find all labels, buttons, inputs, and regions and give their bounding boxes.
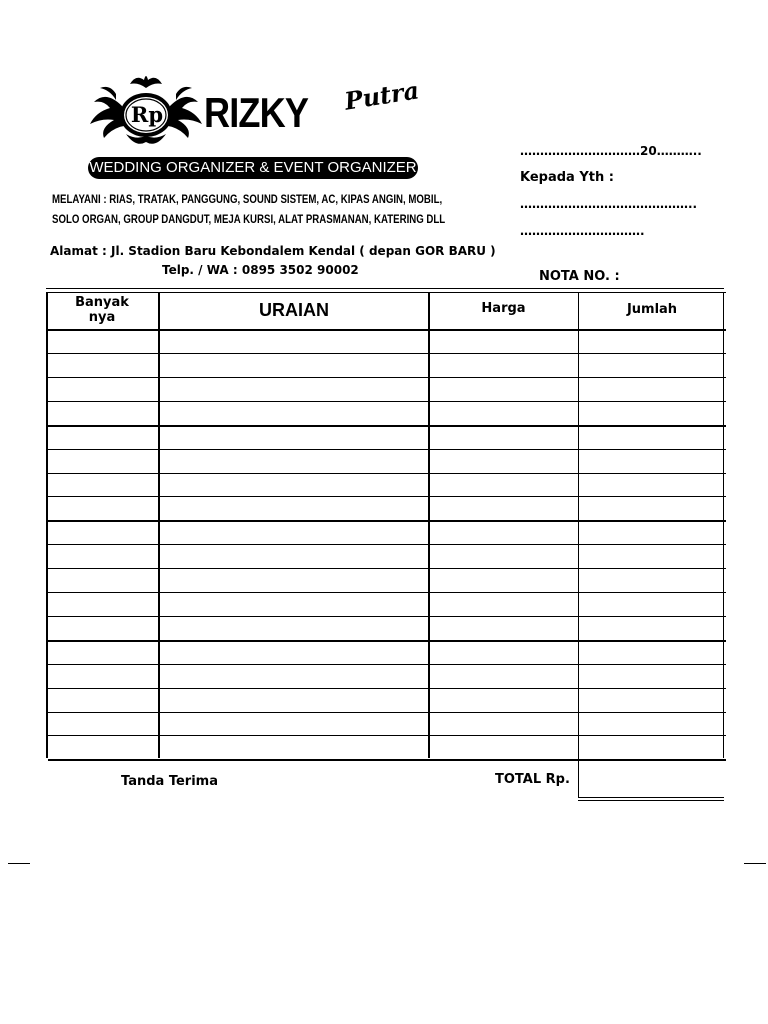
header-quantity: Banyak nya	[75, 295, 129, 325]
table-row-line	[48, 544, 726, 545]
table-row-line	[48, 473, 726, 474]
date-line: …………………………20………..	[520, 144, 702, 158]
recipient-line-2: ………………………….	[520, 224, 645, 238]
receipt-label: Tanda Terima	[121, 774, 218, 789]
table-row-line	[48, 688, 726, 689]
services-line-2: SOLO ORGAN, GROUP DANGDUT, MEJA KURSI, ALAT PRASMANAN, KATERING DLL	[52, 214, 446, 226]
services-line-1: MELAYANI : RIAS, TRATAK, PANGGUNG, SOUND SISTEM, AC, KIPAS ANGIN, MOBIL,	[52, 194, 443, 206]
table-row-line	[48, 496, 726, 497]
table-row-line	[48, 568, 726, 569]
nota-number-label: NOTA NO. :	[539, 269, 620, 284]
table-row-line	[48, 520, 726, 522]
tagline-badge: WEDDING ORGANIZER & EVENT ORGANIZER	[88, 157, 418, 179]
table-row-line	[48, 329, 726, 331]
recipient-label: Kepada Yth :	[520, 170, 614, 185]
table-top-rule	[46, 288, 724, 289]
table-row-line	[48, 664, 726, 665]
table-row-line	[48, 735, 726, 736]
table-column-line	[158, 292, 160, 758]
table-row-line	[48, 640, 726, 642]
items-table	[46, 292, 724, 758]
table-row-line	[48, 592, 726, 593]
total-label: TOTAL Rp.	[495, 772, 570, 787]
header-price: Harga	[481, 301, 526, 316]
table-row-line	[48, 353, 726, 354]
table-row-line	[48, 616, 726, 617]
header-amount: Jumlah	[626, 302, 678, 317]
recipient-line-1: ……………………………………..	[520, 197, 698, 211]
table-row-line	[48, 425, 726, 427]
table-row-line	[48, 377, 726, 378]
total-underline-2	[578, 800, 724, 801]
cut-mark-left	[8, 863, 30, 864]
phone-text: Telp. / WA : 0895 3502 90002	[162, 263, 359, 277]
address-text: Alamat : Jl. Stadion Baru Kebondalem Kendal ( depan GOR BARU )	[50, 244, 496, 258]
table-row-line	[48, 712, 726, 713]
table-row-line	[48, 292, 726, 293]
cut-mark-right	[744, 863, 766, 864]
total-box-left	[578, 758, 579, 798]
table-row-line	[48, 449, 726, 450]
table-column-line	[428, 292, 430, 758]
brand-script: Putra	[342, 75, 421, 116]
total-underline-1	[578, 797, 724, 798]
table-row-line	[48, 401, 726, 402]
logo-monogram: Rp	[130, 102, 164, 127]
table-column-line	[578, 292, 579, 758]
brand-name: RIZKY	[204, 89, 309, 136]
table-row-line	[48, 759, 726, 761]
header-description: URAIAN	[259, 300, 329, 320]
